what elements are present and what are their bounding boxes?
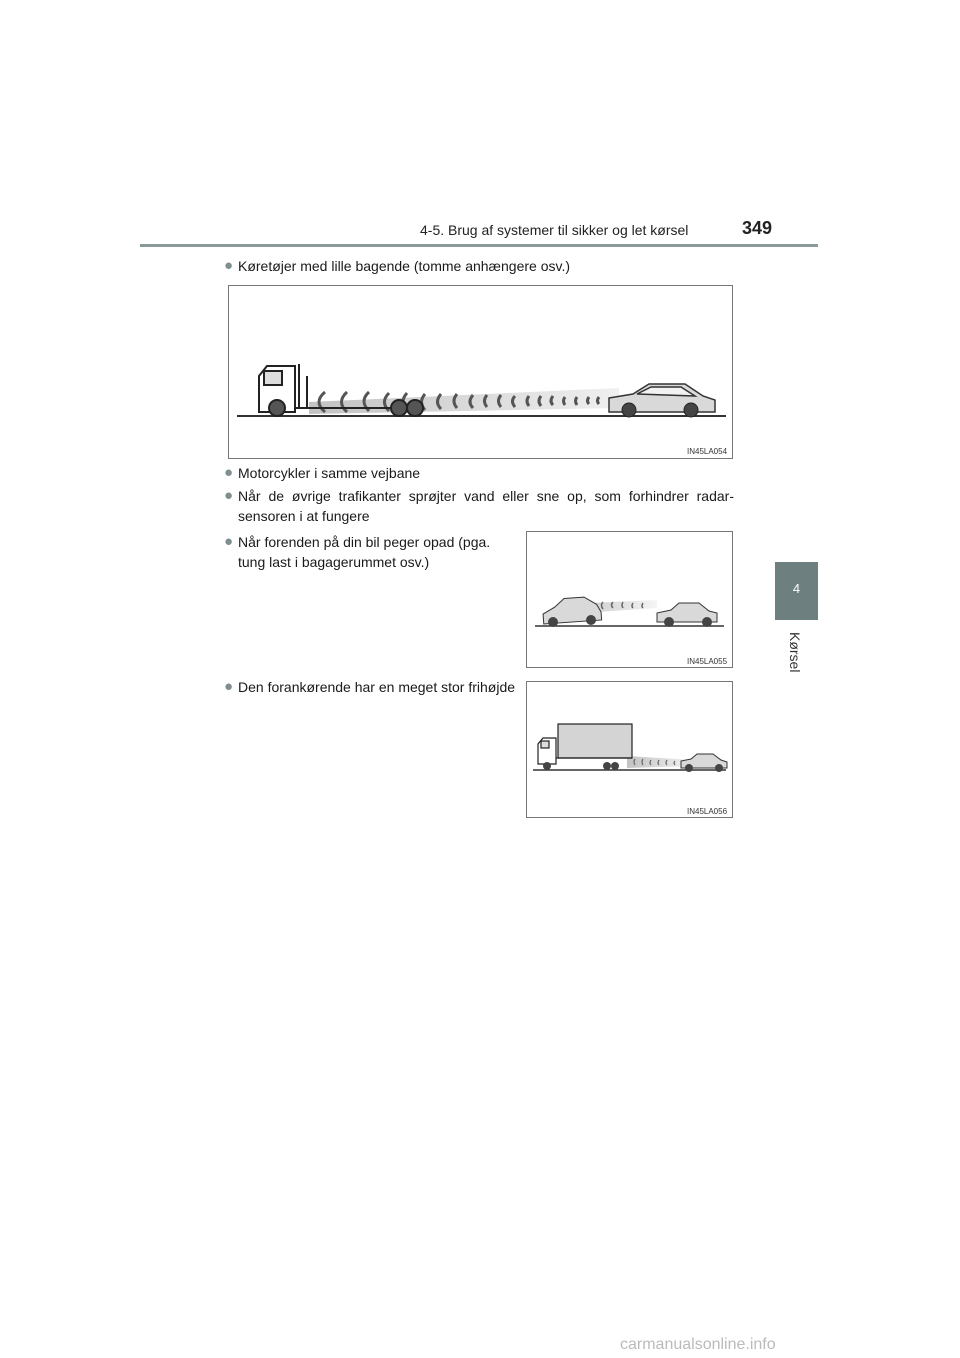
- chapter-tab: [775, 562, 818, 620]
- truck-wheel: [269, 400, 285, 416]
- bullet-icon: ●: [224, 464, 234, 481]
- radar-beam: [309, 388, 619, 414]
- bullet-icon: ●: [224, 533, 234, 550]
- watermark: carmanualsonline.info: [620, 1336, 776, 1353]
- bullet-item: [224, 486, 734, 526]
- figure-code: IN45LA056: [687, 807, 728, 816]
- bullet-text: Motorcykler i samme vejbane: [238, 465, 421, 481]
- high-clearance-illustration: [527, 682, 732, 817]
- bullet-item: [224, 677, 516, 697]
- bullet-text: Den forankørende har en meget stor frihøjde: [238, 679, 516, 695]
- figure-empty-trailer: [228, 285, 733, 459]
- chapter-label: Kørsel: [787, 632, 803, 673]
- bullet-icon: ●: [224, 257, 234, 274]
- bullet-icon: ●: [224, 678, 234, 695]
- bullet-item: [224, 256, 734, 276]
- bullet-item: [224, 463, 734, 483]
- nose-up-illustration: [527, 532, 732, 667]
- truck: [538, 724, 632, 764]
- chapter-number: 4: [792, 581, 801, 596]
- trailer-illustration: [229, 286, 732, 458]
- bullet-text: Køretøjer med lille bagende (tomme anhængere osv.): [238, 258, 571, 274]
- section-title: 4-5. Brug af systemer til sikker og let kørsel: [420, 222, 689, 238]
- bullet-icon: ●: [224, 487, 234, 504]
- bullet-text: Når forenden på din bil peger opad (pga. tung last i bagagerummet osv.): [238, 534, 491, 570]
- figure-code: IN45LA055: [687, 657, 728, 666]
- figure-code: IN45LA054: [687, 447, 728, 456]
- bullet-item: [224, 532, 516, 572]
- figure-nose-up: [526, 531, 733, 668]
- header-rule: [140, 244, 818, 247]
- page-number: 349: [742, 218, 773, 238]
- bullet-text: Når de øvrige trafikanter sprøjter vand eller sne op, som forhindrer radar-sensoren i at fungere: [238, 488, 734, 524]
- figure-high-clearance: [526, 681, 733, 818]
